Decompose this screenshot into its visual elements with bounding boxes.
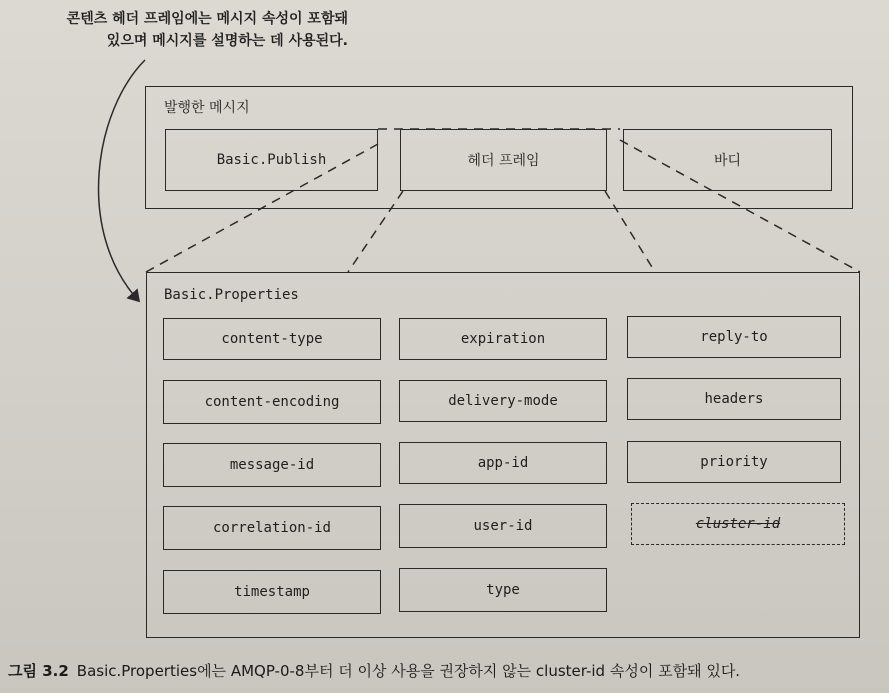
- figure-caption: [8, 660, 740, 681]
- property-app-id: app-id: [399, 442, 607, 484]
- property-timestamp: timestamp: [163, 570, 381, 614]
- property-message-id: message-id: [163, 443, 381, 487]
- header-frame-label: 헤더 프레임: [467, 153, 540, 169]
- property-cluster-id-deprecated: cluster-id: [631, 503, 845, 545]
- figure-number: 그림 3.2: [8, 662, 69, 680]
- method-frame-label: Basic.Publish: [216, 152, 327, 168]
- property-priority: priority: [627, 441, 841, 483]
- property-expiration: expiration: [399, 318, 607, 360]
- property-content-type: content-type: [163, 318, 381, 360]
- caption-text: Basic.Properties에는 AMQP-0-8부터 더 이상 사용을 권장하지 않는 cluster-id 속성이 포함돼 있다.: [76, 662, 741, 680]
- property-correlation-id: correlation-id: [163, 506, 381, 550]
- property-type: type: [399, 568, 607, 612]
- callout-line-1: 콘텐츠 헤더 프레임에는 메시지 속성이 포함돼: [66, 11, 348, 27]
- property-headers: headers: [627, 378, 841, 420]
- callout-line-2: 있으며 메시지를 설명하는 데 사용된다.: [106, 33, 348, 49]
- property-content-encoding: content-encoding: [163, 380, 381, 424]
- property-user-id: user-id: [399, 504, 607, 548]
- callout-arrow: [99, 60, 145, 300]
- published-message-title: 발행한 메시지: [164, 100, 250, 116]
- body-frame-label: 바디: [713, 153, 742, 169]
- property-delivery-mode: delivery-mode: [399, 380, 607, 422]
- property-reply-to: reply-to: [627, 316, 841, 358]
- callout-annotation: [18, 8, 348, 52]
- properties-title: Basic.Properties: [164, 287, 299, 303]
